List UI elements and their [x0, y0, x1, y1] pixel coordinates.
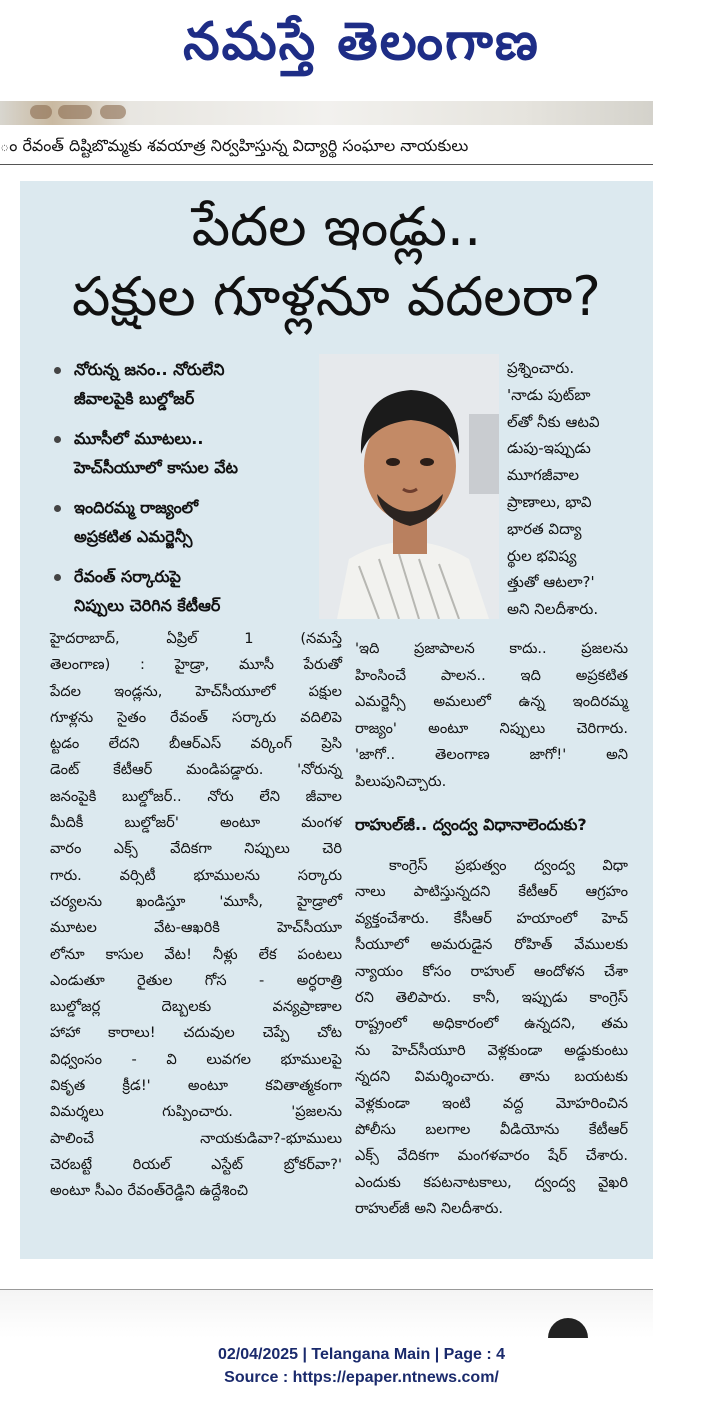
bullet-icon: [54, 505, 61, 512]
highlight-item: మూసీలో మూటలు.. హెచ్‌సీయూలో కాసుల వేట: [50, 424, 320, 482]
highlights-list: [50, 355, 320, 631]
photo-detail: [30, 105, 52, 119]
bullet-icon: [54, 574, 61, 581]
next-article-strip: [0, 1289, 653, 1338]
source-link[interactable]: Source : https://epaper.ntnews.com/: [224, 1369, 499, 1386]
article-box: [20, 181, 653, 1259]
body-left-column: హైదరాబాద్, ఏప్రిల్ 1 (నమస్తే తెలంగాణ) : హైడ్రా, మూసీ పేరుతో పేదల ఇండ్లను, హెచ్‌సీయూలో పక్షుల గూళ్లను సైతం రేవంత్ సర్కారు వదిలిపె ట్టడం లేదని బీఆర్‌ఎస్ వర్కింగ్ ప్రెసి డెంట్ కేటీఆర్ మండిపడ్డారు. 'నోరున్న జనంపైకి బుల్డోజర్.. నోరు లేని జీవాల మీదికీ బుల్డోజర్' అంటూ మంగళ వారం ఎక్స్ వేదికగా నిప్పులు చెరి గారు. వర్సిటీ భూములను సర్కారు చర్యలను ఖండిస్తూ 'మూసీ, హైడ్రాలో మూటల వేట-ఆఖరికి హెచ్‌సీయూ లోనూ కాసుల వేట! నీళ్లు లేక పంటలు ఎండుతూ రైతుల గోస - అర్ధరాత్రి బుల్డోజర్ల దెబ్బలకు వన్యప్రాణాల హాహా కారాలు! చదువుల చెప్పే చోట విధ్వంసం - వి లువగల భూములపై వికృత క్రీడ!' అంటూ కవితాత్మకంగా విమర్శలు గుప్పించారు. 'ప్రజలను పాలించే నాయకుడివా?-భూములు చెరబట్టే రియల్ ఎస్టేట్ బ్రోకర్‌వా?' అంటూ సీఎం రేవంత్‌రెడ్డిని ఉద్దేశించి: [50, 630, 342, 1200]
portrait-photo: [319, 354, 499, 619]
photo-caption: ం రేవంత్ దిష్టిబొమ్మకు శవయాత్ర నిర్వహిస్తున్న విద్యార్థి సంఘాల నాయకులు: [0, 136, 469, 155]
caption-divider: [0, 164, 653, 165]
body-right-column-top: 'ఇది ప్రజాపాలన కాదు.. ప్రజలను హింసించే పాలన.. ఇది అప్రకటిత ఎమర్జెన్సీ అమలులో ఉన్న ఇందిరమ్మ రాజ్యం' అంటూ నిప్పులు చెరిగారు. 'జాగో.. తెలంగాణ జాగో!' అని పిలుపునిచ్చారు.: [355, 640, 628, 790]
bullet-icon: [54, 367, 61, 374]
photo-strip: [0, 101, 653, 125]
photo-detail: [548, 1318, 588, 1338]
highlight-item: నోరున్న జనం.. నోరులేని జీవాలపైకి బుల్డోజర్: [50, 355, 320, 413]
headline-line-2: పక్షుల గూళ్లనూ వదలరా?: [72, 265, 601, 328]
newspaper-title: నమస్తే తెలంగాణ: [183, 11, 540, 72]
edition-info: 02/04/2025 | Telangana Main | Page : 4: [217, 1346, 505, 1363]
headline-line-1: పేదల ఇండ్లు..: [191, 195, 482, 258]
column-beside-photo: ప్రశ్నించారు. 'నాడు పుట్‌బా ల్‌తో నీకు ఆటవి డుపు-ఇప్పుడు మూగజీవాల ప్రాణాలు, భావి భారత విద్యా ర్థుల భవిష్య త్తుతో ఆటలా?' అని నిలదీశారు.: [507, 359, 600, 619]
photo-detail: [100, 105, 126, 119]
bullet-icon: [54, 436, 61, 443]
portrait-illustration: [319, 354, 499, 619]
highlight-item: రేవంత్ సర్కారుపై నిప్పులు చెరిగిన కేటీఆర్: [50, 562, 320, 620]
body-right-column-bottom: కాంగ్రెస్ ప్రభుత్వం ద్వంద్వ విధా నాలు పాటిస్తున్నదని కేటీఆర్ ఆగ్రహం వ్యక్తంచేశారు. కేసీఆర్ హయాంలో హెచ్ సీయూలో అమరుడైన రోహిత్ వేములకు న్యాయం కోసం రాహుల్ ఆందోళన చేశా రని తెలిపారు. కానీ, ఇప్పుడు కాంగ్రెస్ రాష్ట్రంలో అధికారంలో ఉన్నదని, తమ ను హెచ్‌సీయూరి వెళ్లకుండా అడ్డుకుంటు న్నదని విమర్శించారు. తాను బయటకు వెళ్లకుండా ఇంటి వద్ద మోహరించిన పోలీసు బలగాల వీడియోను కేటీఆర్ ఎక్స్ వేదికగా మంగళవారం షేర్ చేశారు. ఎందుకు కపటనాటకాలు, ద్వంద్వ వైఖరి రాహుల్‌జీ అని నిలదీశారు.: [355, 857, 628, 1218]
photo-detail: [58, 105, 92, 119]
section-subheading: రాహుల్‌జీ.. ద్వంద్వ విధానాలెందుకు?: [355, 815, 587, 834]
highlight-item: ఇందిరమ్మ రాజ్యంలో అప్రకటిత ఎమర్జెన్సీ: [50, 493, 320, 551]
masthead: [0, 0, 723, 100]
